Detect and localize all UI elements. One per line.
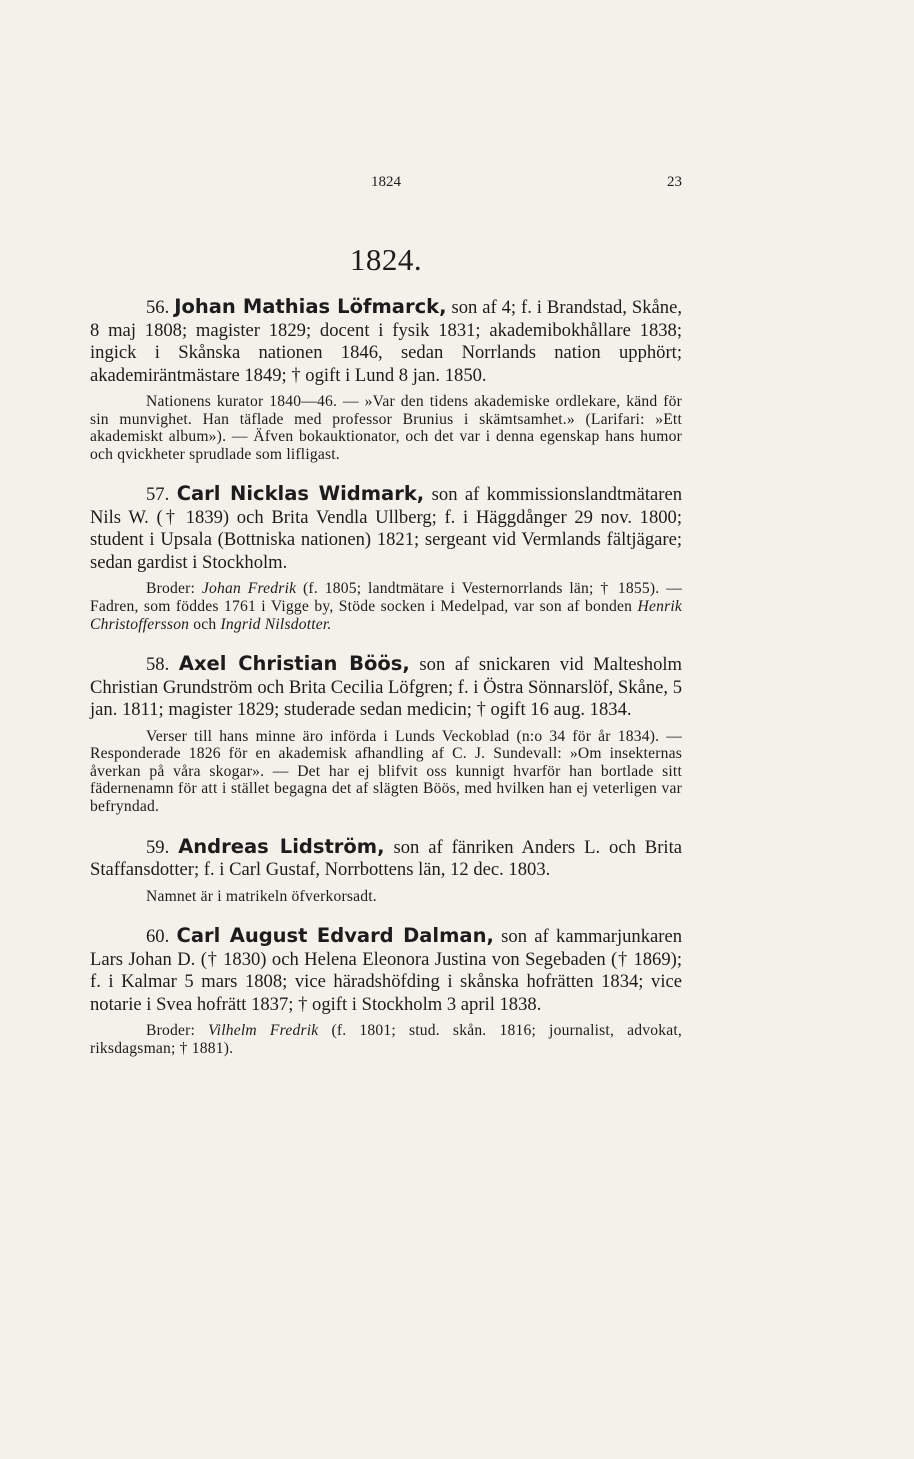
note-italic: Johan Fredrik [201,580,297,598]
entry-text: son af kommissionslandtmätaren Nils W. († 1839) och Brita Vendla Ullberg; f. i Häggdånger 29 nov. 1800; student i Upsala (Bottniska nationen) 1821; sergeant vid Vermlands fältjägare; sedan gardist i Stockholm. [90,484,683,573]
entry-main [90,296,682,387]
entry-note [90,580,682,633]
note-part: (f. 1801; stud. skån. 1816; journalist, advokat, riksdagsman; † 1881). [90,1022,682,1057]
header-year: 1824 [371,174,401,190]
entry-60 [90,925,682,1057]
entries [90,296,682,1077]
note-part: Broder: [146,1022,209,1040]
entry-57 [90,483,682,633]
entry-main [90,483,682,574]
entry-number: 58. [146,654,170,676]
note-part: (f. 1805; landtmätare i Vesternorrlands län; † 1855). — Fadren, som föddes 1761 i Vigge by, Stöde socken i Medelpad, var son af bonden [90,580,682,615]
entry-59 [90,836,682,906]
entry-text: son af snickaren vid Maltesholm Christian Grundström och Brita Cecilia Löfgren; f. i Östra Sönnarslöf, Skåne, 5 jan. 1811; magister 1829; studerade sedan medicin; † ogift 16 aug. 1834. [90,654,682,721]
person-name: Carl August Edvard Dalman, [176,924,494,948]
entry-number: 56. [146,297,170,318]
entry-main [90,925,682,1016]
page-number: 23 [667,174,682,190]
note-italic: Henrik Christoffersson [90,597,682,633]
note-italic: Ingrid Nilsdotter. [220,615,332,633]
entry-58 [90,653,682,815]
entry-text: son af 4; f. i Brandstad, Skåne, 8 maj 1808; magister 1829; docent i fysik 1831; akademibokhållare 1838; ingick i Skånska nationen 1846, sedan Norrlands nation upphört; akademiräntmästare 1849; † ogift i Lund 8 jan. 1850. [90,297,682,386]
entry-56 [90,296,682,463]
entry-note: Nationens kurator 1840—46. — »Var den tidens akademiske ordlekare, känd för sin munvighet. Han täflade med professor Brunius i skämtsamhet.» (Larifari: »Ett akademiskt album»). — Äfven bokauktionator, och det var i denna egenskap hans humor och qvickheter sprudlade som lifligast. [90,393,682,463]
person-name: Johan Mathias Löfmarck, [174,295,447,318]
entry-number: 60. [146,926,170,948]
entry-number: 59. [146,836,170,858]
person-name: Carl Nicklas Widmark, [176,482,425,506]
entry-text: son af kammarjunkaren Lars Johan D. († 1830) och Helena Eleonora Justina von Segebaden († 1869); f. i Kalmar 5 mars 1808; vice häradshöfding i skånska hofrätten 1834; vice notarie i Svea hofrätt 1837; † ogift i Stockholm 3 april 1838. [90,926,682,1015]
entry-main [90,653,682,722]
page-title: 1824. [349,242,423,277]
entry-note [90,1022,682,1057]
entry-text: son af fänriken Anders L. och Brita Staffansdotter; f. i Carl Gustaf, Norrbottens län, 12 dec. 1803. [90,836,682,881]
entry-note: Namnet är i matrikeln öfverkorsadt. [146,887,377,905]
note-part: och [189,615,221,633]
note-italic: Vilhelm Fredrik [208,1022,319,1040]
entry-note: Verser till hans minne äro införda i Lunds Veckoblad (n:o 34 för år 1834). — Responderade 1826 för en akademisk afhandling af C. J. Sundevall: »Om insekternas åverkan på våra skogar». — Det har ej blifvit oss kunnigt hvarför han bortlade sitt fädernenamn för att i stället begagna det af slägten Böös, med hvilken han ej veterligen var befryndad. [90,727,682,816]
entry-number: 57. [146,484,170,506]
entry-main [90,836,682,882]
running-header [90,174,682,196]
person-name: Axel Christian Böös, [178,652,410,676]
note-part: Broder: [146,580,202,598]
person-name: Andreas Lidström, [178,834,385,858]
